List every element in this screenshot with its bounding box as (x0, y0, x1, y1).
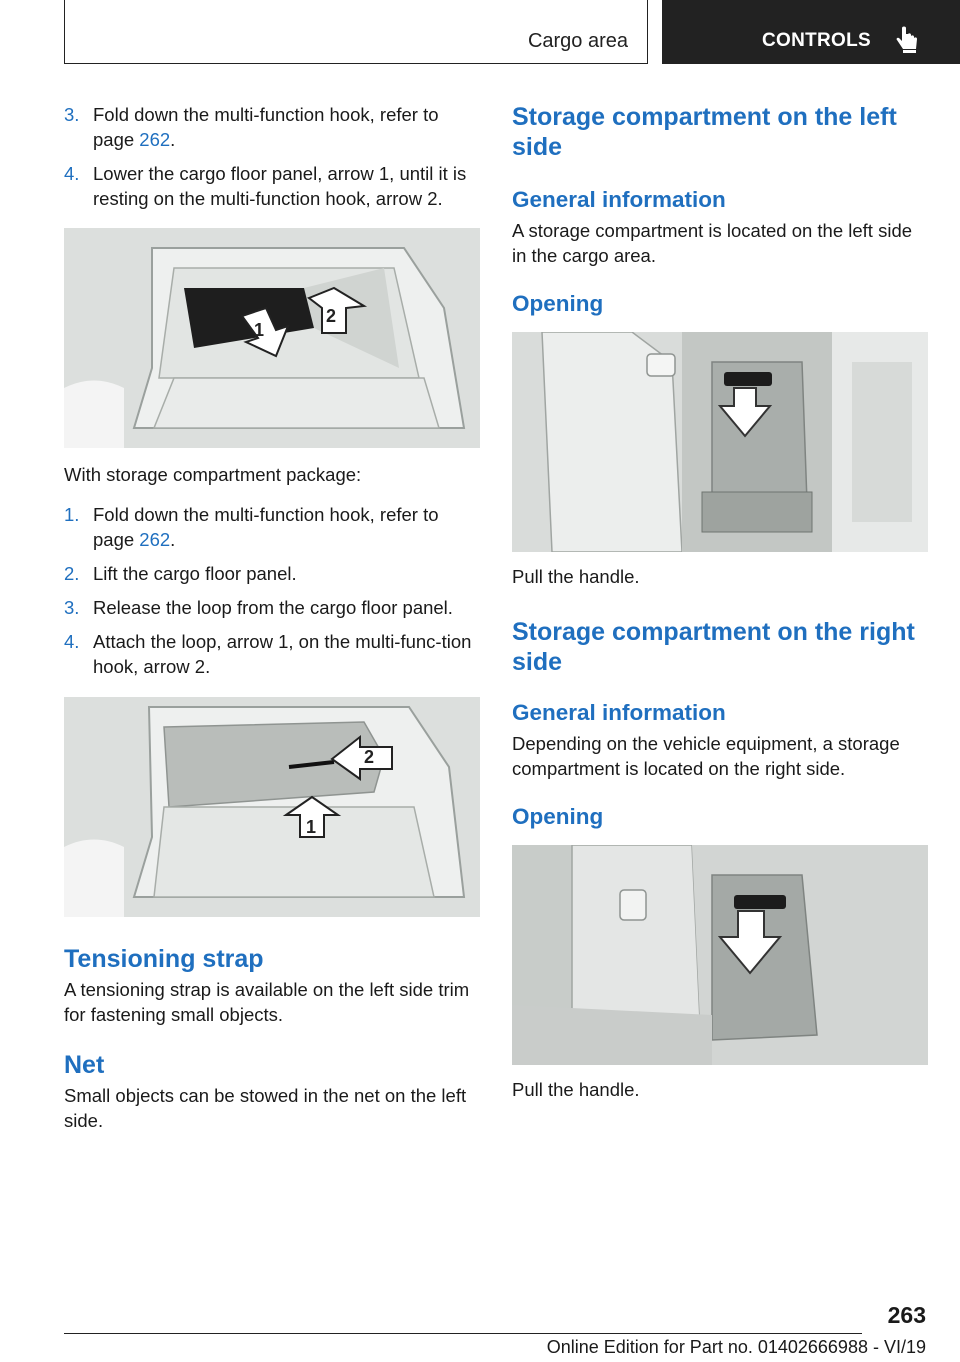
page-number: 263 (887, 1302, 926, 1328)
step-item (64, 502, 480, 552)
step-text: Fold down the multi-function hook, refer to page (93, 104, 439, 150)
right-column (512, 102, 928, 1102)
page-link[interactable]: 262 (139, 129, 171, 150)
step-item (64, 102, 480, 152)
right-compartment-heading: Storage compartment on the right side (512, 618, 915, 676)
left-compartment-image (512, 332, 928, 552)
right-compartment-image (512, 845, 928, 1065)
step-text: Release the loop from the cargo floor panel. (93, 597, 453, 618)
step-number: 4. (64, 631, 80, 652)
step-number: 3. (64, 597, 80, 618)
package-intro: With storage compartment package: (64, 464, 362, 485)
step-text-end: . (170, 529, 176, 550)
step-text-end: . (170, 129, 176, 150)
step-item (64, 161, 480, 211)
step-text: Lower the cargo floor panel, arrow 1, until it is resting on the multi-function hook, arrow 2. (93, 163, 467, 209)
steps-b-list (64, 502, 480, 679)
header-section-title: Cargo area (527, 30, 628, 52)
left-compartment-heading: Storage compartment on the left side (512, 103, 897, 161)
cargo-illustration (64, 697, 480, 917)
arrow-1-label: 1 (254, 320, 265, 340)
left-general-info-body: A storage compartment is located on the left side in the cargo area. (512, 220, 913, 266)
step-text: Lift the cargo floor panel. (93, 563, 297, 584)
right-opening-body: Pull the handle. (512, 1079, 640, 1100)
step-item (64, 561, 480, 586)
right-general-info-body: Depending on the vehicle equipment, a storage compartment is located on the right side. (512, 733, 900, 779)
step-number: 4. (64, 163, 80, 184)
edition-text: Online Edition for Part no. 01402666988 - VI/19 (546, 1337, 926, 1357)
step-text: Fold down the multi-function hook, refer to page (93, 504, 439, 550)
left-column (64, 102, 480, 1133)
hand-pointer-icon (894, 26, 920, 54)
arrow-2-label: 2 (364, 747, 375, 767)
step-text: Attach the loop, arrow 1, on the multi-func-tion hook, arrow 2. (93, 631, 472, 677)
tensioning-strap-body: A tensioning strap is available on the left side trim for fastening small objects. (64, 979, 470, 1025)
right-opening-heading: Opening (512, 804, 604, 829)
left-general-info-heading: General information (512, 187, 726, 212)
cargo-floor-panel-image (64, 228, 480, 448)
step-number: 3. (64, 104, 80, 125)
step-number: 1. (64, 504, 80, 525)
left-opening-body: Pull the handle. (512, 566, 640, 587)
step-item (64, 629, 480, 679)
cargo-illustration (64, 228, 480, 448)
footer-divider (64, 1333, 862, 1334)
compartment-illustration (512, 845, 928, 1065)
tensioning-strap-heading: Tensioning strap (64, 945, 264, 973)
arrow-1-label: 1 (306, 817, 317, 837)
header-controls-tab (662, 0, 960, 64)
page-link[interactable]: 262 (139, 529, 171, 550)
left-opening-heading: Opening (512, 291, 604, 316)
net-heading: Net (64, 1051, 105, 1079)
net-body: Small objects can be stowed in the net on the left side. (64, 1085, 467, 1131)
arrow-2-label: 2 (326, 306, 337, 326)
loop-hook-image (64, 697, 480, 917)
header-tab-label: CONTROLS (762, 30, 872, 51)
right-general-info-heading: General information (512, 700, 726, 725)
compartment-illustration (512, 332, 928, 552)
step-number: 2. (64, 563, 80, 584)
step-item (64, 595, 480, 620)
